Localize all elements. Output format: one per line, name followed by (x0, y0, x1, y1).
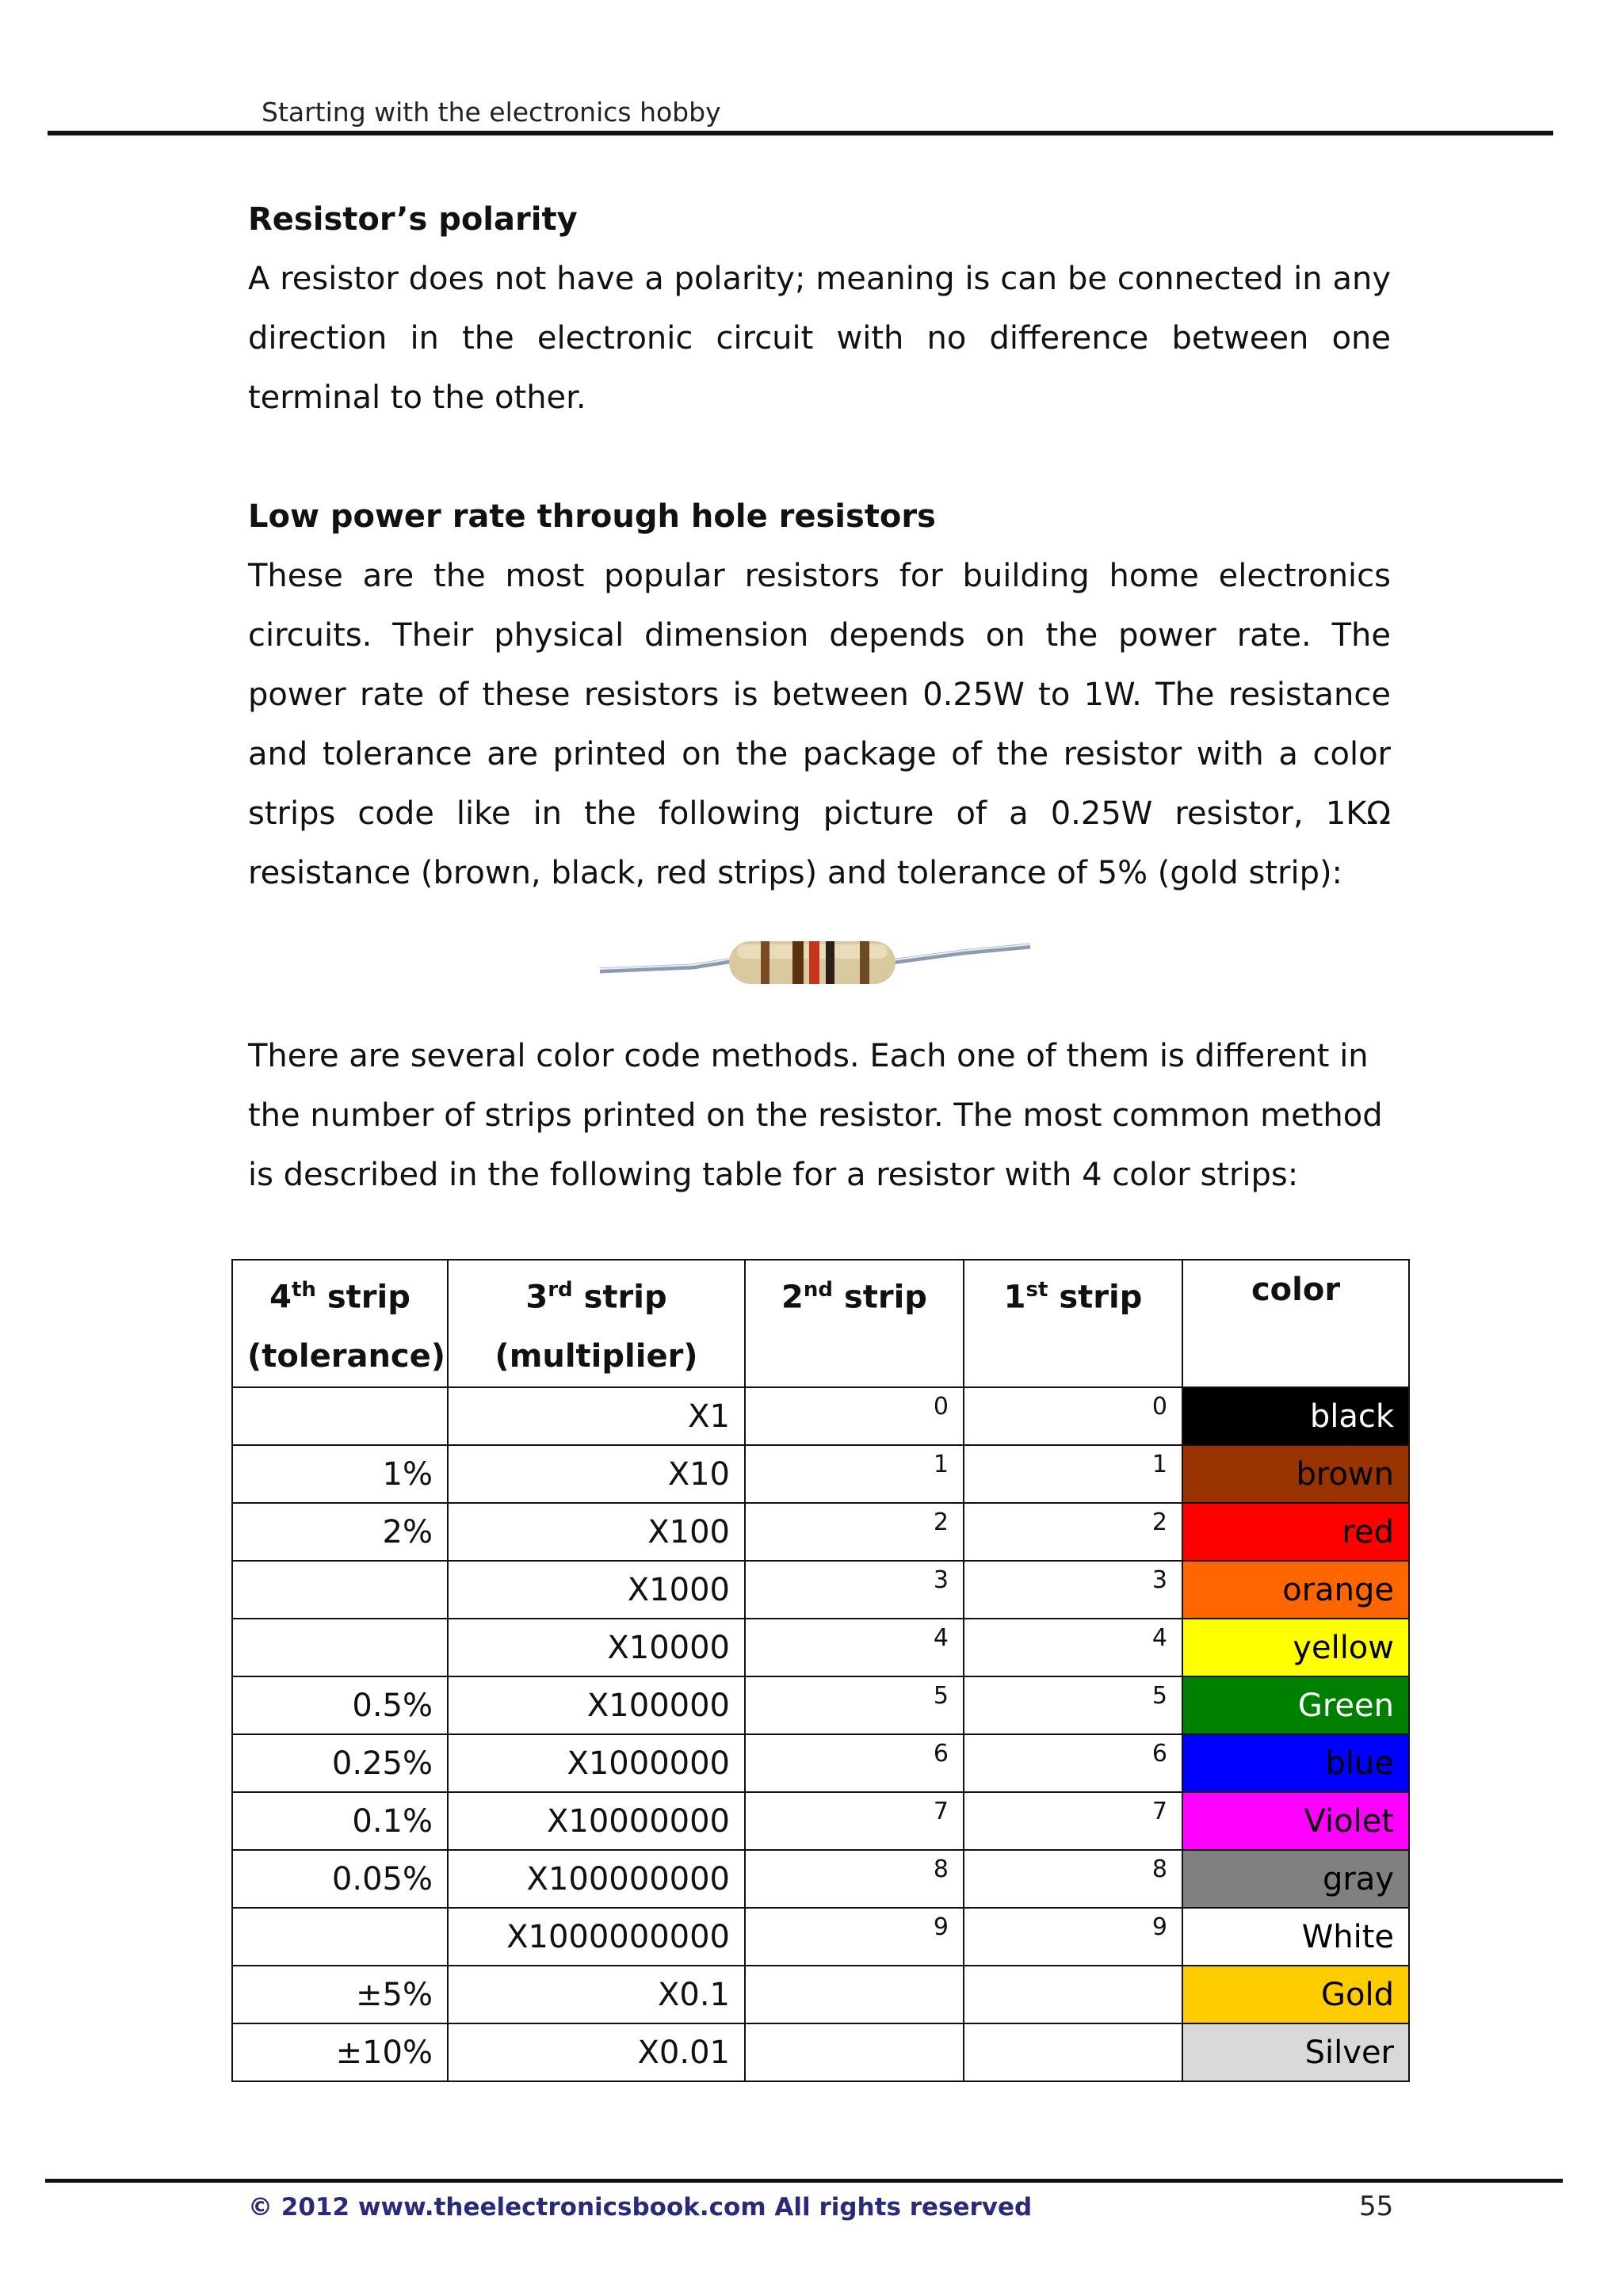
header-line (979, 1261, 1167, 1327)
running-header: Starting with the electronics hobby (262, 97, 721, 128)
table-row (232, 1908, 1409, 1966)
after-image-text (248, 1027, 1391, 1205)
color-cell: White (1182, 1908, 1409, 1966)
page-content (248, 190, 1391, 903)
header-ordinal: 1 (1003, 1279, 1026, 1316)
color-cell: orange (1182, 1561, 1409, 1619)
header-line (463, 1261, 730, 1327)
page-number: 55 (1359, 2191, 1394, 2222)
tolerance-cell (232, 1619, 448, 1676)
multiplier-cell: X0.1 (448, 1966, 745, 2023)
color-code-table (231, 1259, 1410, 2082)
multiplier-cell: X100000000 (448, 1850, 745, 1908)
header-ordinal-suffix: rd (548, 1278, 573, 1302)
second-digit-cell: 3 (745, 1561, 964, 1619)
table-row (232, 1503, 1409, 1561)
color-cell: blue (1182, 1734, 1409, 1792)
first-digit-cell: 6 (964, 1734, 1182, 1792)
second-digit-cell: 8 (745, 1850, 964, 1908)
tolerance-cell: 0.5% (232, 1676, 448, 1734)
header-rule (48, 131, 1553, 135)
resistor-image (598, 927, 1034, 998)
table-header-cell (1182, 1260, 1409, 1387)
header-label: color (1251, 1272, 1341, 1308)
tolerance-cell (232, 1387, 448, 1445)
multiplier-cell: X1000 (448, 1561, 745, 1619)
first-digit-cell: 4 (964, 1619, 1182, 1676)
second-digit-cell (745, 2023, 964, 2081)
tolerance-cell: 1% (232, 1445, 448, 1503)
header-ordinal-suffix: th (291, 1278, 316, 1302)
table-row (232, 1445, 1409, 1503)
tolerance-cell: 2% (232, 1503, 448, 1561)
table-row (232, 2023, 1409, 2081)
second-digit-cell: 7 (745, 1792, 964, 1850)
paragraph-polarity: A resistor does not have a polarity; meaning is can be connected in any direction in the electronic circuit with no difference between one terminal to the other. (248, 261, 1391, 416)
first-digit-cell (964, 2023, 1182, 2081)
table-row (232, 1734, 1409, 1792)
section-heading-polarity: Resistor’s polarity (248, 201, 578, 238)
second-digit-cell: 6 (745, 1734, 964, 1792)
multiplier-cell: X10 (448, 1445, 745, 1503)
first-digit-cell: 2 (964, 1503, 1182, 1561)
table-header-cell (745, 1260, 964, 1387)
footer-rights: All rights reserved (766, 2193, 1033, 2222)
header-label: strip (833, 1279, 927, 1316)
color-cell: brown (1182, 1445, 1409, 1503)
table-row (232, 1387, 1409, 1445)
footer-site: © 2012 www.theelectronicsbook.com (248, 2193, 766, 2222)
first-digit-cell: 5 (964, 1676, 1182, 1734)
footer-rule (45, 2179, 1563, 2183)
header-ordinal: 4 (269, 1279, 292, 1316)
table-row (232, 1792, 1409, 1850)
footer-copyright (248, 2193, 1032, 2222)
table-row (232, 1850, 1409, 1908)
section-heading-low-power: Low power rate through hole resistors (248, 498, 936, 535)
table-row (232, 1676, 1409, 1734)
header-label: strip (572, 1279, 667, 1316)
header-line (247, 1261, 433, 1327)
tolerance-cell (232, 1908, 448, 1966)
table-header-cell (448, 1260, 745, 1387)
first-digit-cell: 9 (964, 1908, 1182, 1966)
multiplier-cell: X1 (448, 1387, 745, 1445)
table-header-cell (232, 1260, 448, 1387)
color-cell: gray (1182, 1850, 1409, 1908)
multiplier-cell: X0.01 (448, 2023, 745, 2081)
color-cell: yellow (1182, 1619, 1409, 1676)
header-label: strip (315, 1279, 411, 1316)
tolerance-cell: 0.25% (232, 1734, 448, 1792)
multiplier-cell: X100000 (448, 1676, 745, 1734)
color-cell: Green (1182, 1676, 1409, 1734)
multiplier-cell: X1000000000 (448, 1908, 745, 1966)
first-digit-cell: 1 (964, 1445, 1182, 1503)
first-digit-cell: 7 (964, 1792, 1182, 1850)
header-ordinal: 2 (781, 1279, 804, 1316)
table-row (232, 1619, 1409, 1676)
second-digit-cell: 0 (745, 1387, 964, 1445)
first-digit-cell: 3 (964, 1561, 1182, 1619)
second-digit-cell: 5 (745, 1676, 964, 1734)
multiplier-cell: X1000000 (448, 1734, 745, 1792)
color-cell: Violet (1182, 1792, 1409, 1850)
header-label: strip (1048, 1279, 1143, 1316)
multiplier-cell: X100 (448, 1503, 745, 1561)
tolerance-cell: ±5% (232, 1966, 448, 2023)
second-digit-cell (745, 1966, 964, 2023)
color-cell: Silver (1182, 2023, 1409, 2081)
tolerance-cell (232, 1561, 448, 1619)
table-row (232, 1561, 1409, 1619)
color-cell: red (1182, 1503, 1409, 1561)
color-cell: Gold (1182, 1966, 1409, 2023)
header-ordinal-suffix: nd (803, 1278, 834, 1302)
resistor-illustration (598, 927, 1034, 998)
first-digit-cell (964, 1966, 1182, 2023)
header-ordinal-suffix: st (1025, 1278, 1048, 1302)
tolerance-cell: 0.05% (232, 1850, 448, 1908)
first-digit-cell: 8 (964, 1850, 1182, 1908)
header-line (1197, 1261, 1394, 1320)
color-cell: black (1182, 1387, 1409, 1445)
table-header-cell (964, 1260, 1182, 1387)
multiplier-cell: X10000000 (448, 1792, 745, 1850)
tolerance-cell: ±10% (232, 2023, 448, 2081)
table-row (232, 1966, 1409, 2023)
header-ordinal: 3 (525, 1279, 548, 1316)
second-digit-cell: 9 (745, 1908, 964, 1966)
second-digit-cell: 2 (745, 1503, 964, 1561)
header-sublabel: (multiplier) (495, 1338, 698, 1375)
paragraph-low-power: These are the most popular resistors for building home electronics circuits. Their physical dimension depends on the power rate. The power rate of these resistors is between 0.25W to 1W. The resistance and tolerance are printed on the package of the resistor with a color strips code like in the following picture of a 0.25W resistor, 1KΩ resistance (brown, black, red strips) and tolerance of 5% (gold strip): (248, 558, 1391, 891)
multiplier-cell: X10000 (448, 1619, 745, 1676)
tolerance-cell: 0.1% (232, 1792, 448, 1850)
first-digit-cell: 0 (964, 1387, 1182, 1445)
table-header-row (232, 1260, 1409, 1387)
second-digit-cell: 4 (745, 1619, 964, 1676)
second-digit-cell: 1 (745, 1445, 964, 1503)
header-sublabel: (tolerance) (247, 1338, 446, 1375)
paragraph-color-methods: There are several color code methods. Each one of them is different in the number of strips printed on the resistor. The most common method is described in the following table for a resistor with 4 color strips: (248, 1038, 1383, 1193)
header-line (760, 1261, 949, 1327)
